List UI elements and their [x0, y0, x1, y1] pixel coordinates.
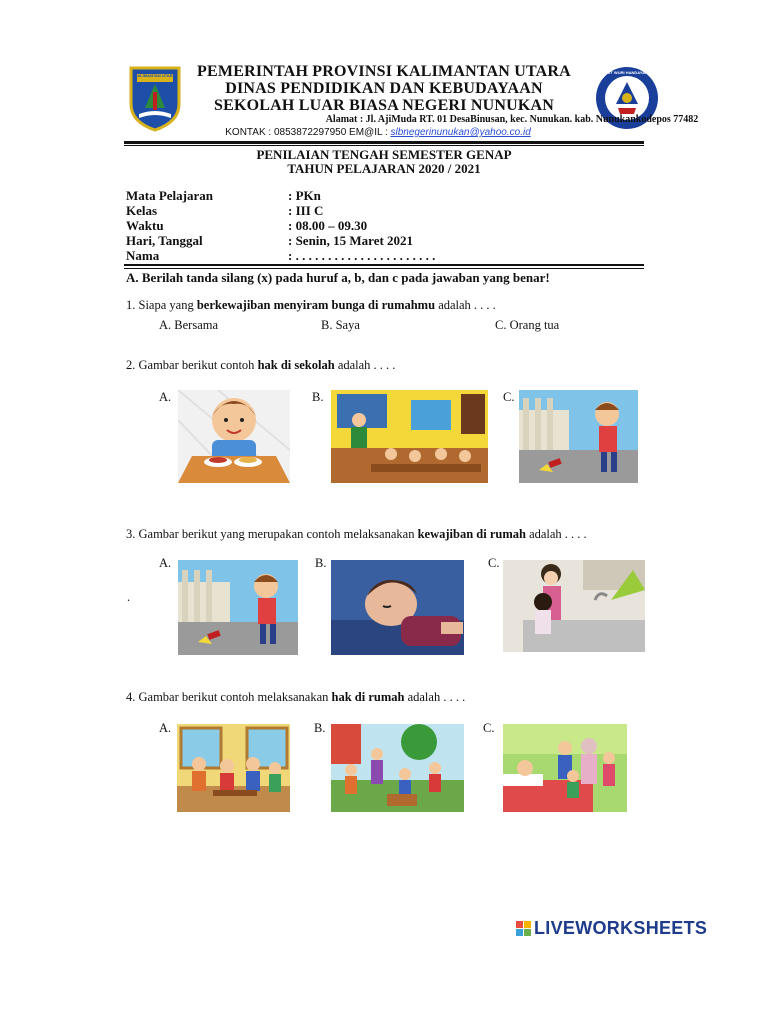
q1-option-b[interactable]: B. Saya [321, 318, 360, 332]
q2-image-a-boy-eating[interactable] [178, 390, 290, 483]
q4-letter-a[interactable]: A. [159, 721, 172, 735]
q2-letter-c[interactable]: C. [503, 390, 515, 404]
liveworksheets-logo-icon [516, 921, 531, 936]
q4-image-c-family-bedroom[interactable] [503, 724, 627, 812]
section-instruction: A. Berilah tanda silang (x) pada huruf a, b, dan c pada jawaban yang benar! [126, 270, 550, 285]
meta-label-subject: Mata Pelajaran [126, 188, 214, 203]
q4-image-a-family-room[interactable] [177, 724, 290, 812]
meta-value-date: : Senin, 15 Maret 2021 [288, 233, 414, 248]
meta-divider-thin [124, 268, 644, 269]
q3-stray-dot: . [127, 590, 131, 604]
liveworksheets-brand[interactable]: LIVEWORKSHEETS [534, 918, 708, 938]
exam-title: PENILAIAN TENGAH SEMESTER GENAP [256, 147, 512, 162]
q2-image-b-classroom[interactable] [331, 390, 488, 483]
exam-year: TAHUN PELAJARAN 2020 / 2021 [287, 161, 481, 176]
meta-value-subject: : PKn [288, 188, 321, 203]
meta-value-time: : 08.00 – 09.30 [288, 218, 368, 233]
q3-letter-c[interactable]: C. [488, 556, 500, 570]
q4-letter-b[interactable]: B. [314, 721, 326, 735]
q4-letter-c[interactable]: C. [483, 721, 495, 735]
tut-wuri-logo-text: TUT WURI HANDAYANI [605, 70, 649, 75]
header-divider-thin [124, 145, 644, 146]
school-address: Alamat : Jl. AjiMuda RT. 01 DesaBinusan, kec. Nunukan. kab. Nunukankodepos 77482 [325, 114, 699, 125]
header-line-1: PEMERINTAH PROVINSI KALIMANTAN UTARA [197, 63, 571, 80]
header-line-2: DINAS PENDIDIKAN DAN KEBUDAYAAN [225, 80, 543, 97]
header-divider-thick [124, 141, 644, 144]
question-3: 3. Gambar berikut yang merupakan contoh melaksanakan kewajiban di rumah adalah . . . . [126, 527, 587, 541]
meta-label-class: Kelas [126, 203, 158, 218]
q4-image-b-children-playing[interactable] [331, 724, 464, 812]
q3-letter-a[interactable]: A. [159, 556, 172, 570]
meta-value-class: : III C [288, 203, 324, 218]
contact-text: KONTAK : 0853872297950 EM@IL : [225, 127, 391, 138]
meta-label-date: Hari, Tanggal [126, 233, 203, 248]
q3-image-a-boy-running[interactable] [178, 560, 298, 655]
q2-letter-b[interactable]: B. [312, 390, 324, 404]
q3-image-b-boy-sleeping[interactable] [331, 560, 464, 655]
question-4: 4. Gambar berikut contoh melaksanakan hak di rumah adalah . . . . [126, 690, 466, 704]
q1-option-c[interactable]: C. Orang tua [495, 318, 560, 332]
school-contact [0, 127, 762, 138]
q3-image-c-girls-washing-dishes[interactable] [503, 560, 645, 652]
q2-image-c-boy-running[interactable] [519, 390, 638, 483]
q1-option-a[interactable]: A. Bersama [159, 318, 219, 332]
header-line-3: SEKOLAH LUAR BIASA NEGERI NUNUKAN [214, 97, 554, 114]
province-logo-text: KALIMANTAN UTARA [134, 73, 176, 78]
meta-divider-thick [124, 264, 644, 266]
q2-letter-a[interactable]: A. [159, 390, 172, 404]
meta-label-time: Waktu [126, 218, 164, 233]
name-input-field[interactable]: : . . . . . . . . . . . . . . . . . . . . . . [288, 248, 436, 263]
q3-letter-b[interactable]: B. [315, 556, 327, 570]
question-2: 2. Gambar berikut contoh hak di sekolah adalah . . . . [126, 358, 396, 372]
question-1: 1. Siapa yang berkewajiban menyiram bunga di rumahmu adalah . . . . [126, 298, 496, 312]
meta-label-name: Nama [126, 248, 160, 263]
contact-email-link[interactable]: slbnegerinunukan@yahoo.co.id [390, 127, 531, 138]
